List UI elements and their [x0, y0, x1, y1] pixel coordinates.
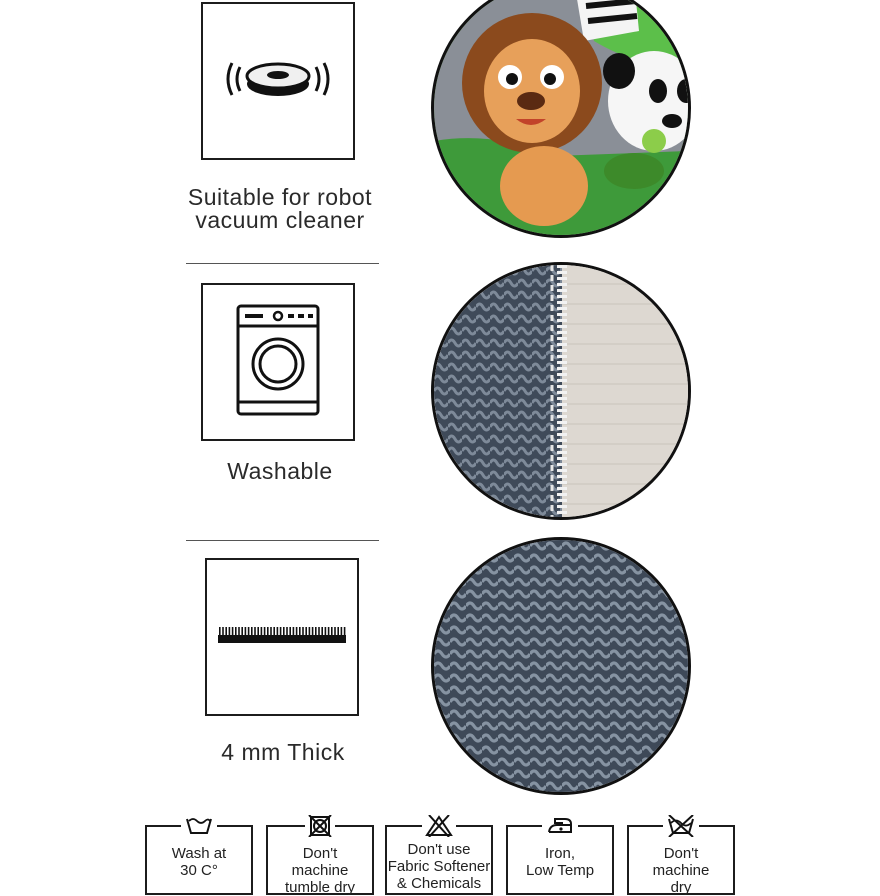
- robot-vacuum-box: [201, 2, 355, 160]
- care-text-line: 30 C°: [180, 862, 218, 879]
- robot-vacuum-icon: [220, 51, 336, 112]
- care-label-no-chemicals: [385, 825, 493, 895]
- care-label-no-tumble: [266, 825, 374, 895]
- care-text-line: Don't use: [407, 841, 471, 858]
- thickness-box: [205, 558, 359, 716]
- feature-caption-thickness: 4 mm Thick: [221, 739, 345, 765]
- no-bleach-icon: [422, 815, 456, 842]
- no-tumble-dry-icon: [305, 815, 335, 842]
- cartoon-animals-rug-print: [431, 0, 691, 238]
- care-text-line: machine: [652, 862, 710, 879]
- care-text-line: dry: [670, 879, 692, 896]
- care-text-line: Fabric Softener: [387, 858, 491, 875]
- care-label-wash: [145, 825, 253, 895]
- feature-caption-robot: Suitable for robot vacuum cleaner: [187, 184, 373, 233]
- care-text-line: tumble dry: [284, 879, 356, 896]
- rug-edge-stitching-closeup: [431, 262, 691, 520]
- rug-texture-closeup: [431, 537, 691, 795]
- no-dry-clean-icon: [663, 815, 699, 842]
- care-text-line: Don't: [663, 845, 699, 862]
- care-label-no-dry-clean: [627, 825, 735, 895]
- care-text-line: & Chemicals: [396, 875, 482, 892]
- divider: [186, 263, 379, 264]
- washing-machine-icon: [236, 304, 320, 421]
- feature-caption-washable: Washable: [227, 458, 333, 484]
- care-text-line: Iron,: [544, 845, 575, 862]
- care-text-line: Wash at: [171, 845, 227, 862]
- pile-thickness-icon: [216, 623, 348, 652]
- care-text-line: Don't: [302, 845, 338, 862]
- care-text-line: Low Temp: [525, 862, 595, 879]
- washing-machine-box: [201, 283, 355, 441]
- iron-low-icon: [542, 815, 578, 840]
- care-text-line: machine: [291, 862, 349, 879]
- wash-30-icon: [181, 815, 217, 840]
- divider: [186, 540, 379, 541]
- care-label-iron: [506, 825, 614, 895]
